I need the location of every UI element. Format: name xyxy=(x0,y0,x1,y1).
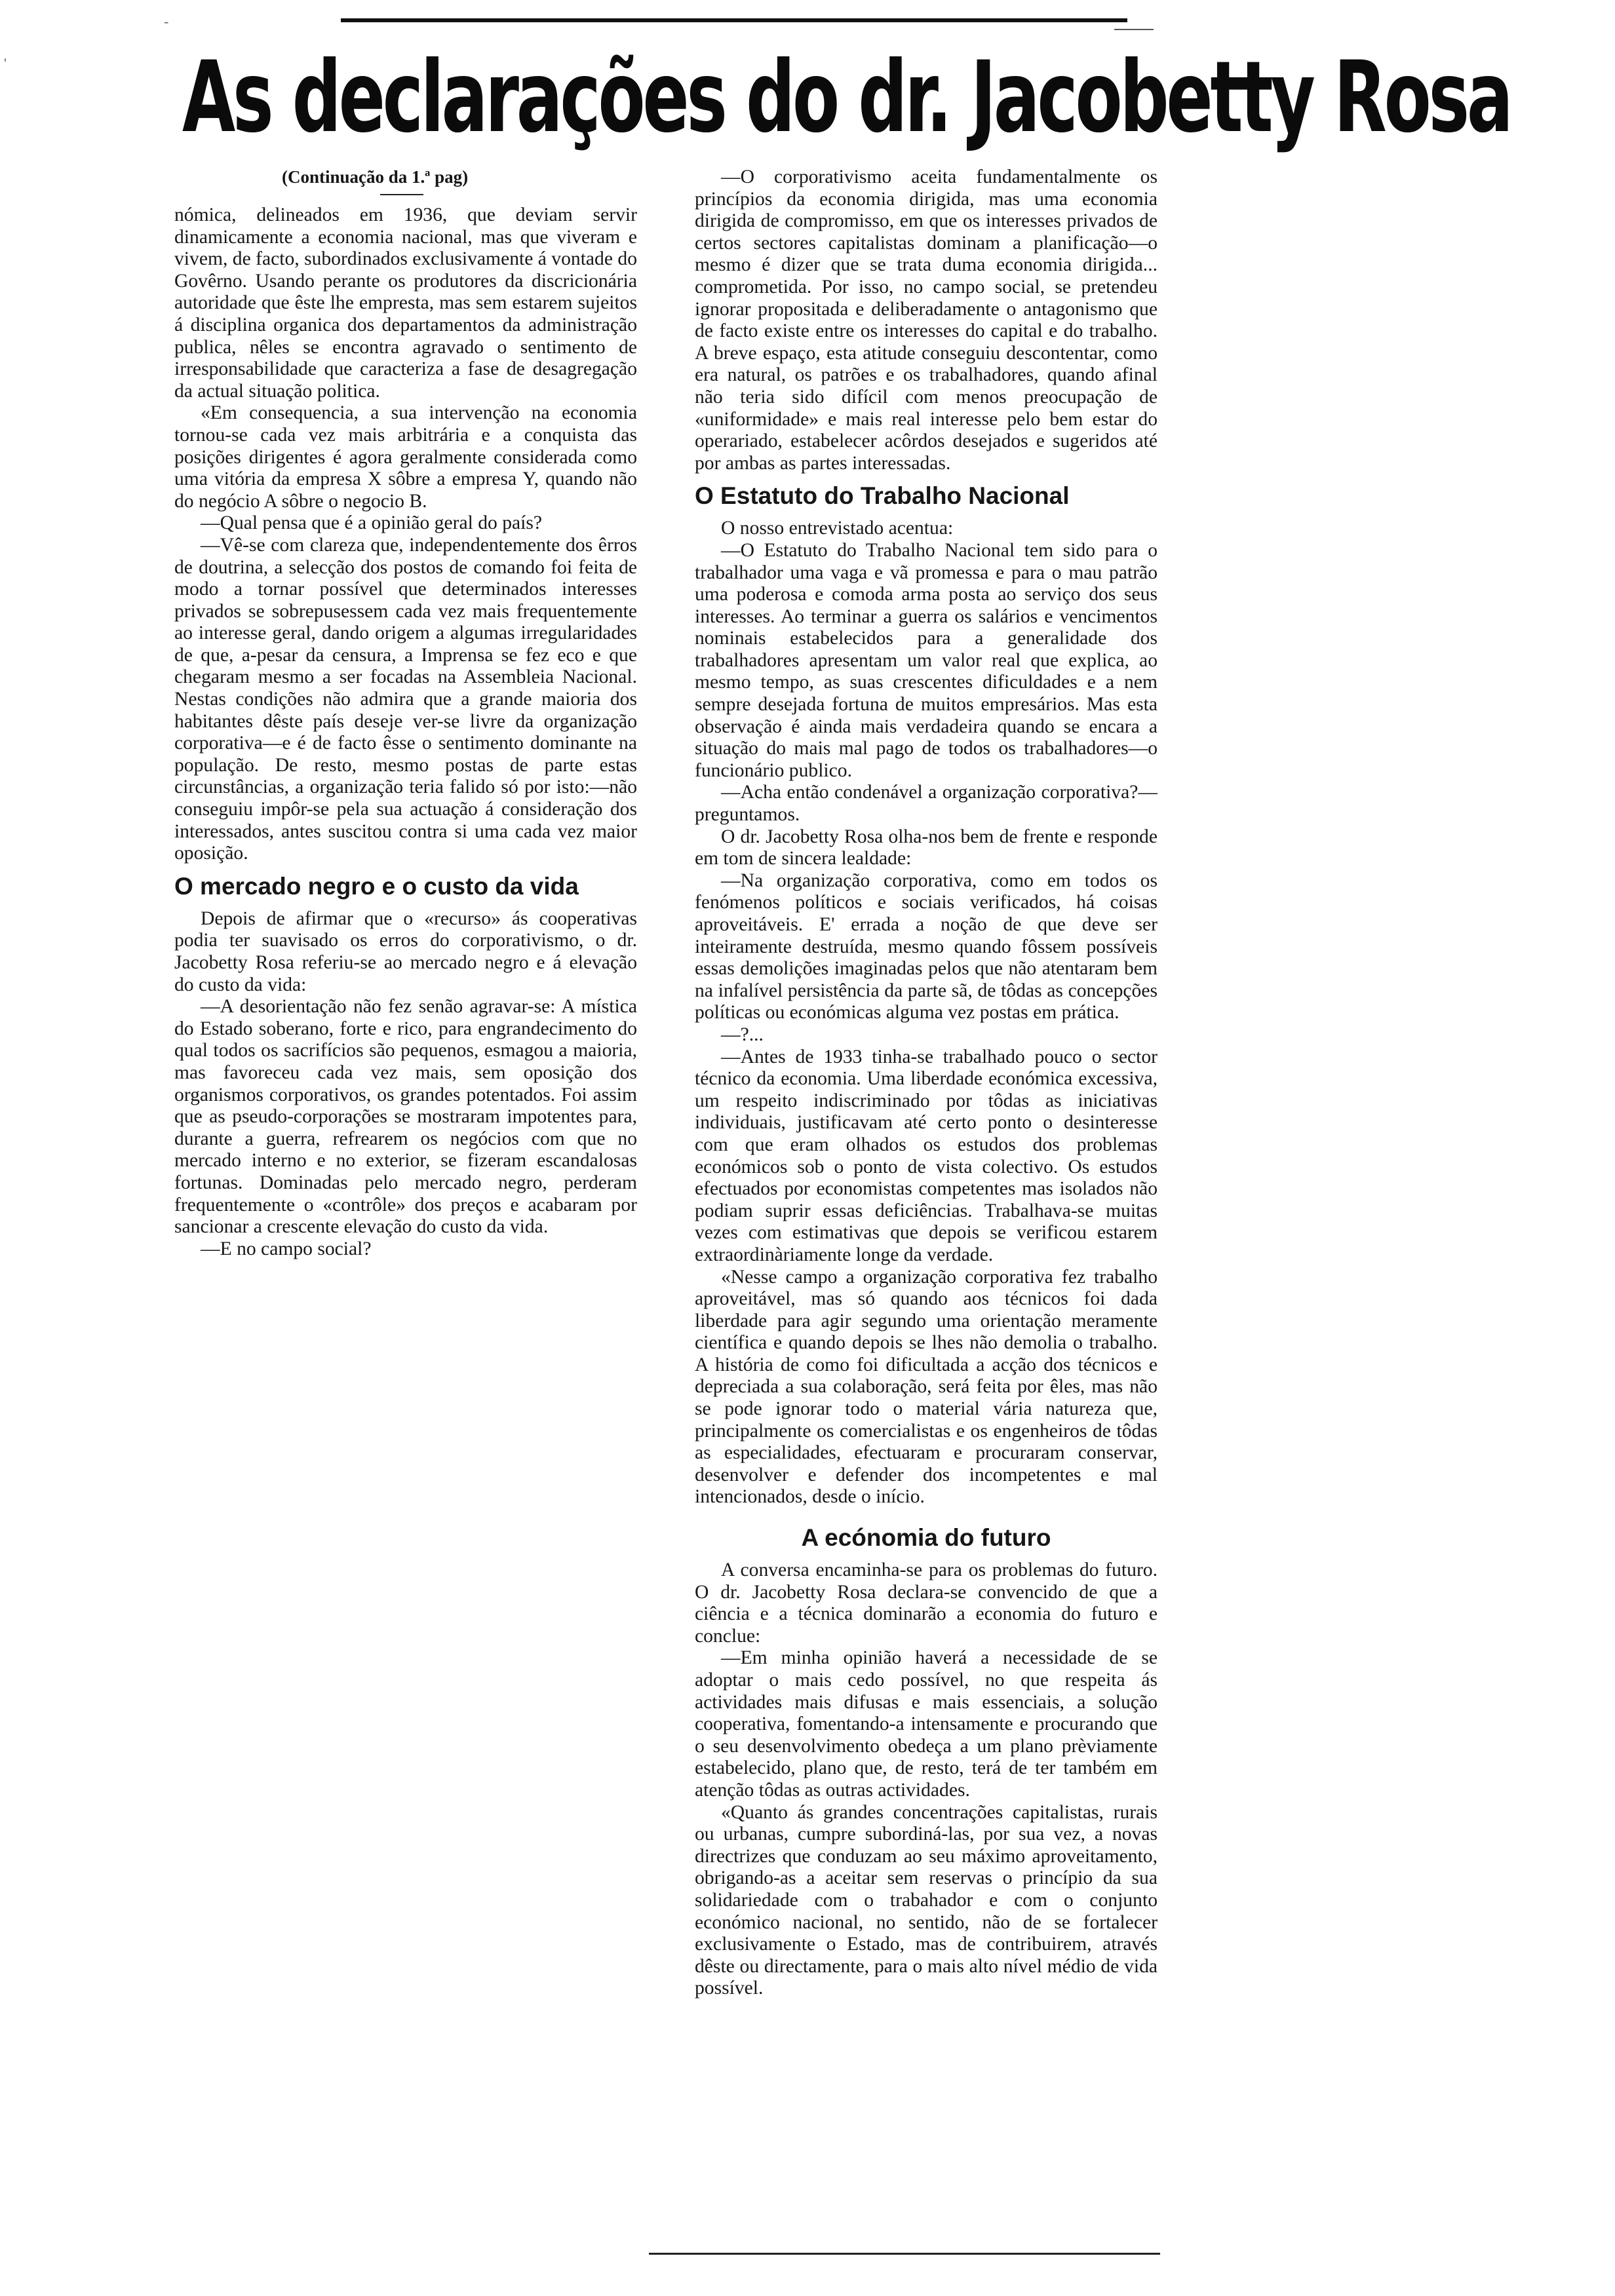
paragraph: —Vê-se com clareza que, independentemente dos êrros de doutrina, a selecção dos postos de comando foi feita de modo a tornar possível que determinados interesses privados se sobrepusessem cada vez mais frequentemente ao interesse geral, dando origem a algumas irregularidades de que, a-pesar da censura, a Imprensa se fez eco e que chegaram mesmo a ser focadas na Assembleia Nacional. Nestas condições não admira que a grande maioria dos habitantes dêste país deseje ver-se livre da organização corporativa—e é de facto êsse o sentimento dominante na população. De resto, mesmo postas de parte estas circunstâncias, a organização teria falido só por isto:—não conseguiu impôr-se pela sua actuação á consideração dos interessados, antes suscitou contra si uma cada vez maior oposição. xyxy=(174,534,637,864)
paragraph: —Acha então condenável a organização corporativa?—preguntamos. xyxy=(695,782,1158,826)
scan-speck: - xyxy=(164,13,169,29)
paragraph: —E no campo social? xyxy=(201,1238,372,1259)
paragraph: —Em minha opinião haverá a necessidade de se adoptar o mais cedo possível, no que respeita ás actividades mais difusas e mais essenciais, a solução cooperativa, fomentando-a intensamente e procurando que o seu desenvolvimento obedeça a um plano prèviamente estabelecido, plano que, de resto, terá de ter também em atenção tôdas as outras actividades. xyxy=(695,1647,1158,1801)
paragraph: —Antes de 1933 tinha-se trabalhado pouco o sector técnico da economia. Uma liberdade económica excessiva, um respeito indiscriminado por tôdas as iniciativas individuais, justificavam até certo ponto o desinteresse com que eram olhados os estudos dos problemas económicos sob o ponto de vista colectivo. Os estudos efectuados por economistas competentes mas isolados não podiam suprir essas deficiências. Trabalhava-se muitas vezes com estimativas que depois se verificou estarem extraordinàriamente longe da verdade. xyxy=(695,1046,1158,1265)
top-rule xyxy=(341,18,1127,22)
continuation-note: (Continuação da 1.ª pag) xyxy=(282,167,469,187)
paragraph: —Qual pensa que é a opinião geral do país? xyxy=(201,512,542,534)
paragraph: —?... xyxy=(721,1024,764,1045)
paragraph: nómica, delineados em 1936, que deviam servir dinamicamente a economia nacional, mas que viveram e vivem, de facto, subordinados exclusivamente á vontade do Govêrno. Usando perante os produtores da discricionária autoridade que êste lhe empresta, mas sem estarem sujeitos á disciplina organica dos departamentos da administração publica, nêles se encontra agravado o sentimento de irresponsabilidade que caracteriza a fase de desagregação da actual situação politica. xyxy=(174,204,637,402)
paragraph: —Na organização corporativa, como em todos os fenómenos políticos e sociais verificados, há coisas aproveitáveis. E' errada a noção de que deve ser inteiramente destruída, mesmo quando fôssem possíveis essas demolições imaginadas pelos que não atentaram bem na infalível persistência da parte sã, de tôdas as concepções políticas ou económicas alguma vez postas em prática. xyxy=(695,870,1158,1024)
paragraph: O dr. Jacobetty Rosa olha-nos bem de frente e responde em tom de sincera lealdade: xyxy=(695,826,1158,870)
paragraph: «Nesse campo a organização corporativa fez trabalho aproveitável, mas só quando aos técnicos foi dada liberdade para agir segundo uma orientação meramente científica e quando depois se lhes não demolia o trabalho. A história de como foi dificultada a acção dos técnicos e depreciada a sua colaboração, será feita por êles, mas não se pode ignorar todo o material vária natureza que, principalmente os comercialistas e os engenheiros de tôdas as especialidades, efectuaram e procuraram conservar, desenvolver e defender dos incompetentes e mal intencionados, desde o início. xyxy=(695,1266,1158,1508)
bottom-rule xyxy=(649,2253,1160,2255)
paragraph: —O corporativismo aceita fundamentalmente os princípios da economia dirigida, mas uma economia dirigida de compromisso, em que os interesses privados de certos sectores capitalistas dominam a planificação—o mesmo é dizer que se trata duma economia dirigida... comprometida. Por isso, no campo social, se pretendeu ignorar propositada e deliberadamente o antagonismo que de facto existe entre os interesses do capital e do trabalho. A breve espaço, esta atitude conseguiu descontentar, como era natural, os patrões e os trabalhadores, quando afinal não teria sido difícil com menos preocupação de «uniformidade» e mais real interesse pelo bem estar do operariado, estabelecer acôrdos desejados e sugeridos até por ambas as partes interessadas. xyxy=(695,166,1158,474)
paragraph: —O Estatuto do Trabalho Nacional tem sido para o trabalhador uma vaga e vã promessa e para o mau patrão uma poderosa e comoda arma posta ao serviço dos seus interesses. Ao terminar a guerra os salários e vencimentos nominais estabelecidos para a generalidade dos trabalhadores apresentam um valor real que explica, ao mesmo tempo, as suas crescentes dificuldades e a nem sempre desejada fortuna de muitos empresários. Mas esta observação é ainda mais verdadeira quando se encara a situação do mais mal pago de todos os trabalhadores—o funcionário publico. xyxy=(695,539,1158,781)
paragraph: «Quanto ás grandes concentrações capitalistas, rurais ou urbanas, cumpre subordiná-las, por sua vez, a novas directrizes que conduzam ao seu máximo aproveitamento, obrigando-as a aceitar sem reservas o princípio da sua solidariedade com o trabahador e com o conjunto económico nacional, no sentido, não de se fortalecer exclusivamente o Estado, mas de contribuirem, através dêste ou directamente, para o mais alto nível médio de vida possível. xyxy=(695,1801,1158,1999)
paragraph: A conversa encaminha-se para os problemas do futuro. O dr. Jacobetty Rosa declara-se convencido de que a ciência e a técnica dominarão a economia do futuro e conclue: xyxy=(695,1559,1158,1647)
paragraph: Depois de afirmar que o «recurso» ás cooperativas podia ter suavisado os erros do corporativismo, o dr. Jacobetty Rosa referiu-se ao mercado negro e á elevação do custo da vida: xyxy=(174,908,637,995)
column-left xyxy=(174,204,637,1260)
subheading-economia-futuro: A ecónomia do futuro xyxy=(801,1524,1051,1552)
paragraph: «Em consequencia, a sua intervenção na economia tornou-se cada vez mais arbitrária e a conquista das posições dirigentes é agora geralmente considerada como uma vitória da empresa X sôbre a empresa Y, quando não do negócio A sôbre o negocio B. xyxy=(174,402,637,512)
subheading-mercado-negro: O mercado negro e o custo da vida xyxy=(174,872,579,900)
continuation-rule xyxy=(380,194,423,195)
top-rule-short xyxy=(1114,29,1154,30)
scan-speck: ' xyxy=(4,55,7,71)
paragraph: O nosso entrevistado acentua: xyxy=(721,518,954,539)
subheading-estatuto-trabalho: O Estatuto do Trabalho Nacional xyxy=(695,482,1070,510)
column-right xyxy=(695,166,1158,2000)
paragraph: —A desorientação não fez senão agravar-se: A mística do Estado soberano, forte e rico, para engrandecimento do qual todos os sacrifícios são pequenos, esmagou a maioria, mas favoreceu cada vez mais, sem oposição dos organismos corporativos, os grandes potentados. Foi assim que as pseudo-corporações se mostraram impotentes para, durante a guerra, refrearem os negócios com que no mercado interno e no exterior, se fizeram escandalosas fortunas. Dominadas pelo mercado negro, perderam frequentemente o «contrôle» dos preços e acabaram por sancionar a crescente elevação do custo da vida. xyxy=(174,996,637,1238)
headline: As declarações do dr. Jacobetty Rosa xyxy=(182,41,1511,155)
